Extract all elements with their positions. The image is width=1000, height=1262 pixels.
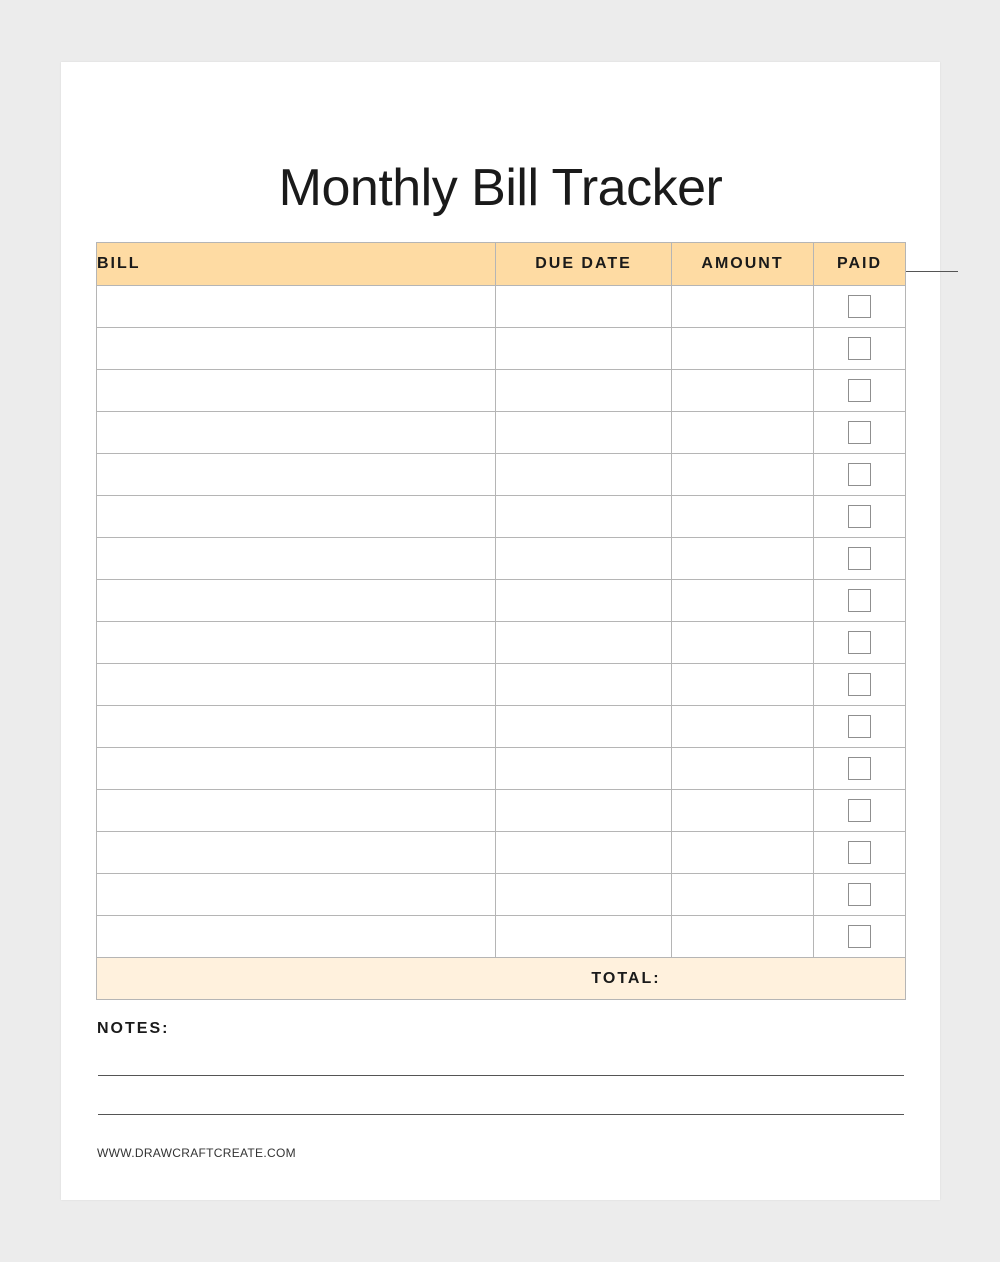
footer-website: WWW.DRAWCRAFTCREATE.COM [97,1146,296,1160]
paid-checkbox[interactable] [848,631,871,654]
paid-checkbox[interactable] [848,337,871,360]
header-amount: AMOUNT [672,243,814,286]
bill-cell[interactable] [97,874,496,916]
amount-cell[interactable] [672,286,814,328]
due-date-cell[interactable] [496,454,672,496]
paid-cell [814,496,906,538]
table-row [97,454,906,496]
table-row [97,622,906,664]
paid-checkbox[interactable] [848,547,871,570]
bill-cell[interactable] [97,748,496,790]
bill-cell[interactable] [97,412,496,454]
due-date-cell[interactable] [496,580,672,622]
paid-checkbox[interactable] [848,925,871,948]
bill-cell[interactable] [97,538,496,580]
notes-line[interactable] [98,1114,904,1115]
table-row [97,328,906,370]
paid-cell [814,328,906,370]
paid-cell [814,454,906,496]
paid-cell [814,370,906,412]
paid-checkbox[interactable] [848,883,871,906]
page-title: Monthly Bill Tracker [278,159,723,217]
amount-cell[interactable] [672,874,814,916]
amount-cell[interactable] [672,496,814,538]
bill-cell[interactable] [97,580,496,622]
paid-cell [814,748,906,790]
bill-cell[interactable] [97,286,496,328]
paid-cell [814,412,906,454]
due-date-cell[interactable] [496,370,672,412]
paid-checkbox[interactable] [848,757,871,780]
header-due-date: DUE DATE [496,243,672,286]
amount-cell[interactable] [672,664,814,706]
notes-line[interactable] [98,1075,904,1076]
amount-cell[interactable] [672,706,814,748]
paid-cell [814,538,906,580]
paid-cell [814,832,906,874]
bill-table [96,242,906,1000]
bill-rows [97,286,906,958]
bill-cell[interactable] [97,790,496,832]
total-cell[interactable] [97,958,906,1000]
table-row [97,370,906,412]
due-date-cell[interactable] [496,790,672,832]
amount-cell[interactable] [672,580,814,622]
due-date-cell[interactable] [496,874,672,916]
table-row [97,832,906,874]
due-date-cell[interactable] [496,622,672,664]
due-date-cell[interactable] [496,286,672,328]
total-label: TOTAL: [591,969,661,987]
table-row [97,748,906,790]
table-row [97,790,906,832]
due-date-cell[interactable] [496,916,672,958]
due-date-cell[interactable] [496,706,672,748]
due-date-cell[interactable] [496,496,672,538]
header-paid: PAID [814,243,906,286]
total-row [97,958,906,1000]
table-row [97,580,906,622]
amount-cell[interactable] [672,916,814,958]
table-row [97,286,906,328]
amount-cell[interactable] [672,370,814,412]
amount-cell[interactable] [672,832,814,874]
paid-cell [814,706,906,748]
table-header-row [97,243,906,286]
bill-cell[interactable] [97,496,496,538]
paid-checkbox[interactable] [848,295,871,318]
table-row [97,916,906,958]
amount-cell[interactable] [672,748,814,790]
due-date-cell[interactable] [496,328,672,370]
amount-cell[interactable] [672,790,814,832]
paid-cell [814,286,906,328]
paid-checkbox[interactable] [848,673,871,696]
header-bill: BILL [97,243,496,286]
paid-checkbox[interactable] [848,421,871,444]
table-row [97,874,906,916]
due-date-cell[interactable] [496,748,672,790]
amount-cell[interactable] [672,538,814,580]
bill-cell[interactable] [97,832,496,874]
due-date-cell[interactable] [496,664,672,706]
table-row [97,664,906,706]
bill-cell[interactable] [97,454,496,496]
amount-cell[interactable] [672,412,814,454]
bill-cell[interactable] [97,328,496,370]
paid-checkbox[interactable] [848,379,871,402]
table-row [97,706,906,748]
bill-cell[interactable] [97,706,496,748]
paid-checkbox[interactable] [848,799,871,822]
paid-checkbox[interactable] [848,589,871,612]
table-row [97,412,906,454]
due-date-cell[interactable] [496,412,672,454]
paid-cell [814,874,906,916]
paid-checkbox[interactable] [848,715,871,738]
bill-cell[interactable] [97,916,496,958]
bill-cell[interactable] [97,622,496,664]
paid-cell [814,916,906,958]
paid-checkbox[interactable] [848,463,871,486]
amount-cell[interactable] [672,328,814,370]
due-date-cell[interactable] [496,832,672,874]
due-date-cell[interactable] [496,538,672,580]
bill-cell[interactable] [97,370,496,412]
table-row [97,496,906,538]
amount-cell[interactable] [672,622,814,664]
paid-cell [814,580,906,622]
paid-checkbox[interactable] [848,841,871,864]
paid-cell [814,790,906,832]
paid-checkbox[interactable] [848,505,871,528]
bill-cell[interactable] [97,664,496,706]
amount-cell[interactable] [672,454,814,496]
paid-cell [814,664,906,706]
notes-label: NOTES: [97,1020,170,1037]
table-row [97,538,906,580]
paid-cell [814,622,906,664]
